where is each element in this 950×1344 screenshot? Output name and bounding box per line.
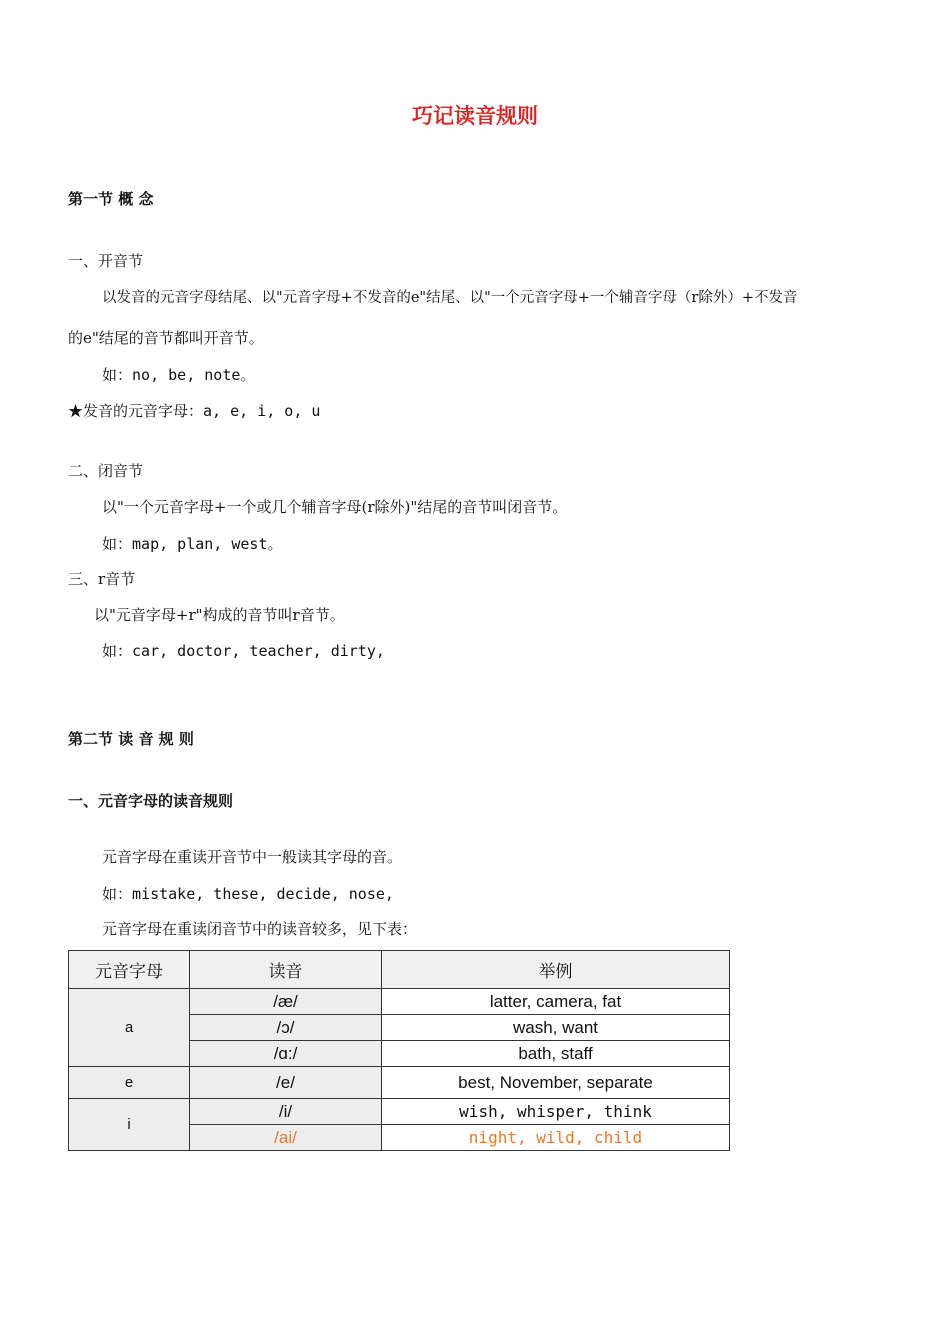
vowel-sounds-table bbox=[68, 950, 730, 1151]
sound-cell: /ɔ/ bbox=[190, 1015, 382, 1041]
table-row bbox=[69, 1067, 730, 1099]
r-syllable-example bbox=[102, 640, 385, 661]
star-note-label: ★发音的元音字母： bbox=[68, 402, 204, 420]
example-words: no, be, note。 bbox=[132, 366, 256, 384]
vowel-rules-heading: 一、元音字母的读音规则 bbox=[68, 792, 234, 810]
open-syllable-definition-line1: 以发音的元音字母结尾、以"元音字母+不发音的e"结尾、以"一个元音字母+一个辅音字母（r除外）+不发音 bbox=[102, 290, 798, 306]
example-label: 如： bbox=[102, 366, 133, 384]
example-label: 如： bbox=[102, 885, 133, 903]
vowel-rule-open: 元音字母在重读开音节中一般读其字母的音。 bbox=[102, 848, 403, 866]
header-vowel: 元音字母 bbox=[69, 951, 190, 989]
table-row bbox=[69, 989, 730, 1015]
section2-heading: 第二节 读 音 规 则 bbox=[68, 730, 194, 748]
open-syllable-definition-line2: 的e"结尾的音节都叫开音节。 bbox=[68, 329, 264, 347]
closed-syllable-heading: 二、闭音节 bbox=[68, 462, 144, 480]
document-title: 巧记读音规则 bbox=[412, 104, 538, 128]
vowel-cell-a: a bbox=[69, 989, 190, 1067]
closed-syllable-definition: 以"一个元音字母+一个或几个辅音字母(r除外)"结尾的音节叫闭音节。 bbox=[102, 498, 568, 516]
example-cell: wash, want bbox=[382, 1015, 730, 1041]
example-words: mistake, these, decide, nose, bbox=[132, 885, 394, 903]
table-row bbox=[69, 1099, 730, 1125]
example-cell-highlight: night, wild, child bbox=[382, 1125, 730, 1151]
open-syllable-heading: 一、开音节 bbox=[68, 252, 144, 270]
sound-cell: /æ/ bbox=[190, 989, 382, 1015]
sound-cell: /ɑ:/ bbox=[190, 1041, 382, 1067]
example-label: 如： bbox=[102, 642, 133, 660]
example-cell: wish, whisper, think bbox=[382, 1099, 730, 1125]
header-sound: 读音 bbox=[190, 951, 382, 989]
example-cell: latter, camera, fat bbox=[382, 989, 730, 1015]
header-examples: 举例 bbox=[382, 951, 730, 989]
sound-cell-highlight: /ai/ bbox=[190, 1125, 382, 1151]
open-syllable-example bbox=[102, 364, 255, 385]
example-words: car, doctor, teacher, dirty, bbox=[132, 642, 385, 660]
example-cell: bath, staff bbox=[382, 1041, 730, 1067]
r-syllable-heading: 三、r音节 bbox=[68, 570, 136, 588]
vowel-rule-example bbox=[102, 883, 394, 904]
sound-cell: /i/ bbox=[190, 1099, 382, 1125]
closed-syllable-example bbox=[102, 533, 282, 554]
vowel-letters: a, e, i, o, u bbox=[203, 402, 321, 420]
table-header-row bbox=[69, 951, 730, 989]
example-cell: best, November, separate bbox=[382, 1067, 730, 1099]
sound-cell: /e/ bbox=[190, 1067, 382, 1099]
example-label: 如： bbox=[102, 535, 133, 553]
vowel-cell-i: i bbox=[69, 1099, 190, 1151]
r-syllable-definition: 以"元音字母+r"构成的音节叫r音节。 bbox=[94, 606, 345, 624]
example-words: map, plan, west。 bbox=[132, 535, 283, 553]
vowel-letters-note bbox=[68, 400, 320, 421]
vowel-rule-closed: 元音字母在重读闭音节中的读音较多，见下表： bbox=[102, 920, 418, 938]
section1-heading: 第一节 概 念 bbox=[68, 190, 154, 208]
vowel-cell-e: e bbox=[69, 1067, 190, 1099]
